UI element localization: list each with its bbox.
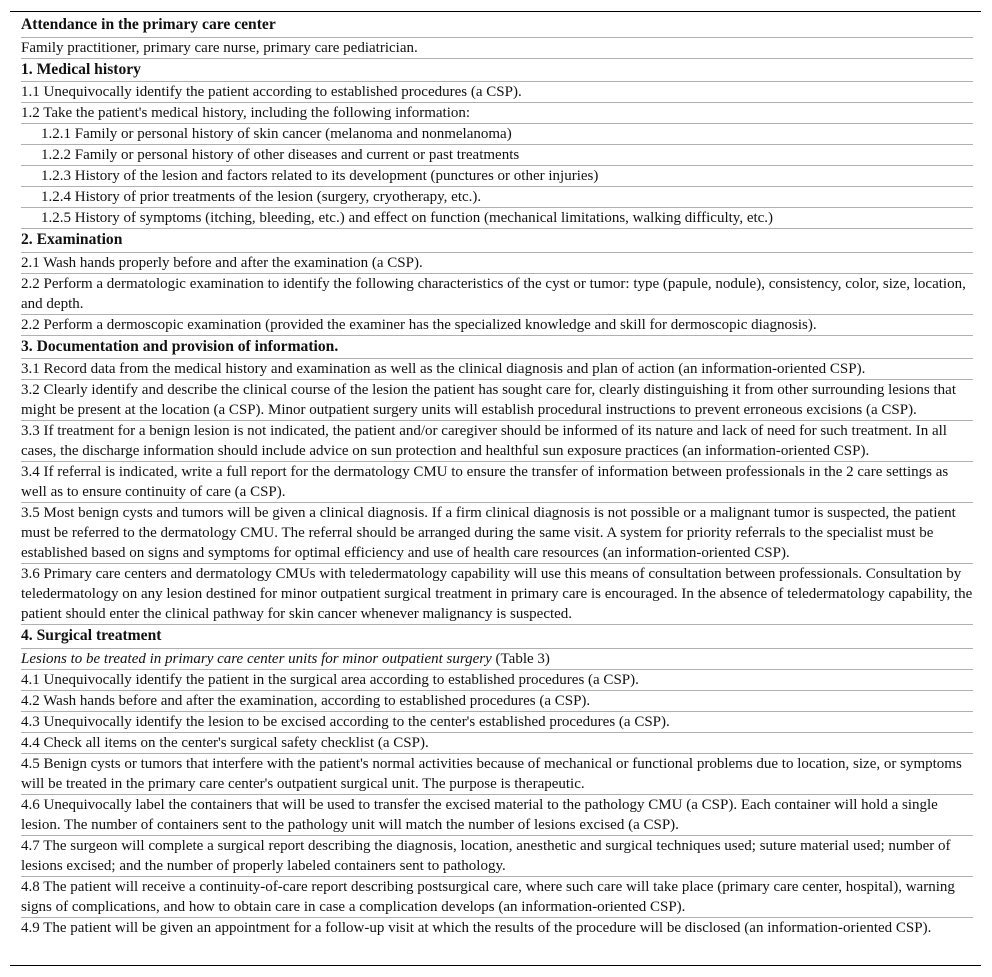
section-heading-surgical-treatment: 4. Surgical treatment: [21, 625, 973, 649]
item-1-2-4: 1.2.4 History of prior treatments of the lesion (surgery, cryotherapy, etc.).: [21, 187, 973, 208]
item-3-4: 3.4 If referral is indicated, write a full report for the dermatology CMU to ensure the transfer of information between professionals in the 2 care settings as well as to ensure continuity of care (a CSP).: [21, 462, 973, 503]
section-heading-examination: 2. Examination: [21, 229, 973, 253]
item-3-2: 3.2 Clearly identify and describe the clinical course of the lesion the patient has sought care for, clearly distinguishing it from other surrounding lesions that might be present at the location (a CSP). Minor outpatient surgery units will establish procedural instructions to prevent erroneous excisions (a CSP).: [21, 380, 973, 421]
surgical-note: [21, 649, 973, 670]
surgical-note-italic: Lesions to be treated in primary care center units for minor outpatient surgery: [21, 650, 492, 667]
table-body: [10, 12, 981, 938]
item-4-2: 4.2 Wash hands before and after the examination, according to established procedures (a CSP).: [21, 691, 973, 712]
item-4-1: 4.1 Unequivocally identify the patient in the surgical area according to established procedures (a CSP).: [21, 670, 973, 691]
item-4-4: 4.4 Check all items on the center's surgical safety checklist (a CSP).: [21, 733, 973, 754]
item-1-2-5: 1.2.5 History of symptoms (itching, bleeding, etc.) and effect on function (mechanical limitations, walking difficulty, etc.): [21, 208, 973, 229]
item-4-7: 4.7 The surgeon will complete a surgical report describing the diagnosis, location, anesthetic and surgical techniques used; suture material used; number of lesions excised; and the number of properly labeled containers sent to pathology.: [21, 836, 973, 877]
item-3-5: 3.5 Most benign cysts and tumors will be given a clinical diagnosis. If a firm clinical diagnosis is not possible or a malignant tumor is suspected, the patient must be referred to the dermatology CMU. The referral should be arranged during the same visit. A system for priority referrals to the specialist must be established based on signs and symptoms for optimal efficiency and use of health care resources (an information-oriented CSP).: [21, 503, 973, 564]
item-2-1: 2.1 Wash hands properly before and after the examination (a CSP).: [21, 253, 973, 274]
surgical-note-table-ref: (Table 3): [491, 650, 550, 667]
table-title: Attendance in the primary care center: [21, 14, 973, 38]
item-1-2-2: 1.2.2 Family or personal history of other diseases and current or past treatments: [21, 145, 973, 166]
item-4-6: 4.6 Unequivocally label the containers that will be used to transfer the excised material to the pathology CMU (a CSP). Each container will hold a single lesion. The number of containers sent to the pathology unit will match the number of lesions excised (a CSP).: [21, 795, 973, 836]
item-2-2-dermatologic: 2.2 Perform a dermatologic examination to identify the following characteristics of the cyst or tumor: type (papule, nodule), consistency, color, size, location, and depth.: [21, 274, 973, 315]
protocol-table: [10, 11, 981, 966]
item-1-2: 1.2 Take the patient's medical history, including the following information:: [21, 103, 973, 124]
item-4-5: 4.5 Benign cysts or tumors that interfere with the patient's normal activities because of mechanical or functional problems due to location, size, or symptoms will be treated in the primary care center's outpatient surgical unit. The purpose is therapeutic.: [21, 754, 973, 795]
item-4-3: 4.3 Unequivocally identify the lesion to be excised according to the center's established procedures (a CSP).: [21, 712, 973, 733]
section-heading-documentation: 3. Documentation and provision of information.: [21, 336, 973, 360]
table-subtitle: Family practitioner, primary care nurse, primary care pediatrician.: [21, 38, 973, 59]
item-4-8: 4.8 The patient will receive a continuity-of-care report describing postsurgical care, where such care will take place (primary care center, hospital), warning signs of complications, and how to obtain care in case a complication develops (an information-oriented CSP).: [21, 877, 973, 918]
item-3-3: 3.3 If treatment for a benign lesion is not indicated, the patient and/or caregiver should be informed of its nature and lack of need for such treatment. In all cases, the discharge information should include advice on sun protection and healthful sun exposure practices (an information-oriented CSP).: [21, 421, 973, 462]
item-2-2-dermoscopic: 2.2 Perform a dermoscopic examination (provided the examiner has the specialized knowledge and skill for dermoscopic diagnosis).: [21, 315, 973, 336]
item-3-1: 3.1 Record data from the medical history and examination as well as the clinical diagnosis and plan of action (an information-oriented CSP).: [21, 359, 973, 380]
item-4-9: 4.9 The patient will be given an appointment for a follow-up visit at which the results of the procedure will be disclosed (an information-oriented CSP).: [21, 919, 932, 936]
item-1-2-3: 1.2.3 History of the lesion and factors related to its development (punctures or other injuries): [21, 166, 973, 187]
item-1-2-1: 1.2.1 Family or personal history of skin cancer (melanoma and nonmelanoma): [21, 124, 973, 145]
section-heading-medical-history: 1. Medical history: [21, 59, 973, 83]
item-1-1: 1.1 Unequivocally identify the patient according to established procedures (a CSP).: [21, 82, 973, 103]
item-3-6: 3.6 Primary care centers and dermatology CMUs with teledermatology capability will use this means of consultation between professionals. Consultation by teledermatology on any lesion destined for minor outpatient surgical treatment in primary care is encouraged. In the absence of teledermatology capability, the patient should enter the clinical pathway for skin cancer whenever malignancy is suspected.: [21, 564, 973, 625]
